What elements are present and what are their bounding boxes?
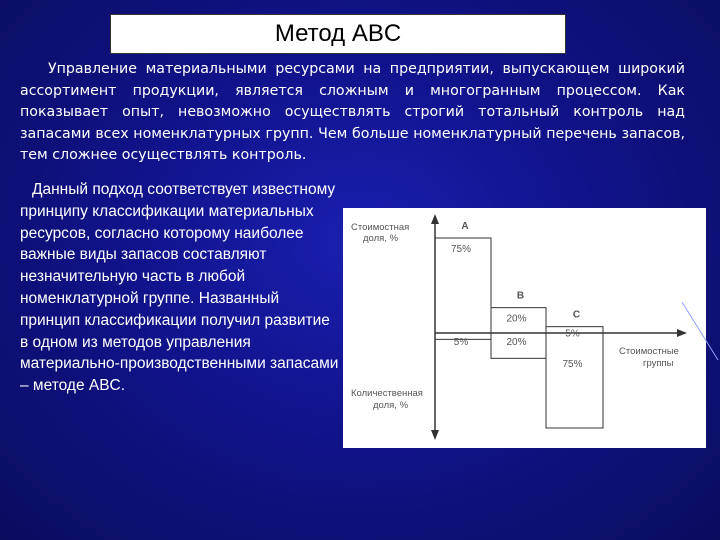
y-axis-arrow-up: [431, 214, 439, 224]
category-label-a: A: [461, 221, 469, 232]
y-axis-arrow-down: [431, 430, 439, 440]
y-axis-top-label-line2: доля, %: [363, 233, 399, 244]
y-axis-bottom-label: [351, 388, 423, 411]
x-axis-label-line1: Стоимостные: [619, 346, 679, 357]
intro-paragraph: Управление материальными ресурсами на предприятии, выпускающем широкий ассортимент продукции, является сложным и многогранным процессом. Как показывает опыт, невозможно осуществлять строгий тотальный контроль над запасами всех номенклатурных групп. Чем больше номенклатурный перечень запасов, тем сложнее осуществлять контроль.: [20, 61, 685, 163]
abc-chart: [343, 208, 706, 448]
y-axis-top-label: [351, 222, 409, 244]
value-label-top-a: 75%: [450, 244, 472, 255]
x-axis-label: [619, 346, 679, 369]
y-axis-top-label-line1: Стоимостная: [351, 222, 410, 233]
category-label-b: B: [516, 290, 525, 302]
bar-bottom-c: [546, 333, 603, 428]
category-label-c: C: [572, 309, 581, 321]
y-axis-bottom-label-line1: Количественная: [351, 388, 423, 399]
abc-chart-svg: [343, 208, 706, 448]
title-box: [110, 14, 566, 54]
x-axis-label-line2: группы: [643, 358, 674, 369]
value-label-top-b: 20%: [506, 313, 527, 325]
value-label-bottom-b: 20%: [506, 337, 527, 348]
y-axis-bottom-label-line2: доля, %: [373, 400, 409, 411]
value-label-bottom-c: 75%: [562, 359, 583, 370]
slide-title: Метод ABC: [274, 20, 402, 47]
decorative-line: [680, 300, 720, 380]
value-label-top-c: 5%: [565, 328, 580, 340]
value-label-bottom-a: 5%: [453, 337, 469, 348]
principle-paragraph: Данный подход соответствует известному принципу классификации материальных ресурсов, согласно которому наиболее важные виды запасов составляют незначительную часть в любой номенклатурной группе. Названный принцип классификации получил развитие в одном из методов управления материально-производственными запасами – методе ABC.: [20, 181, 339, 395]
